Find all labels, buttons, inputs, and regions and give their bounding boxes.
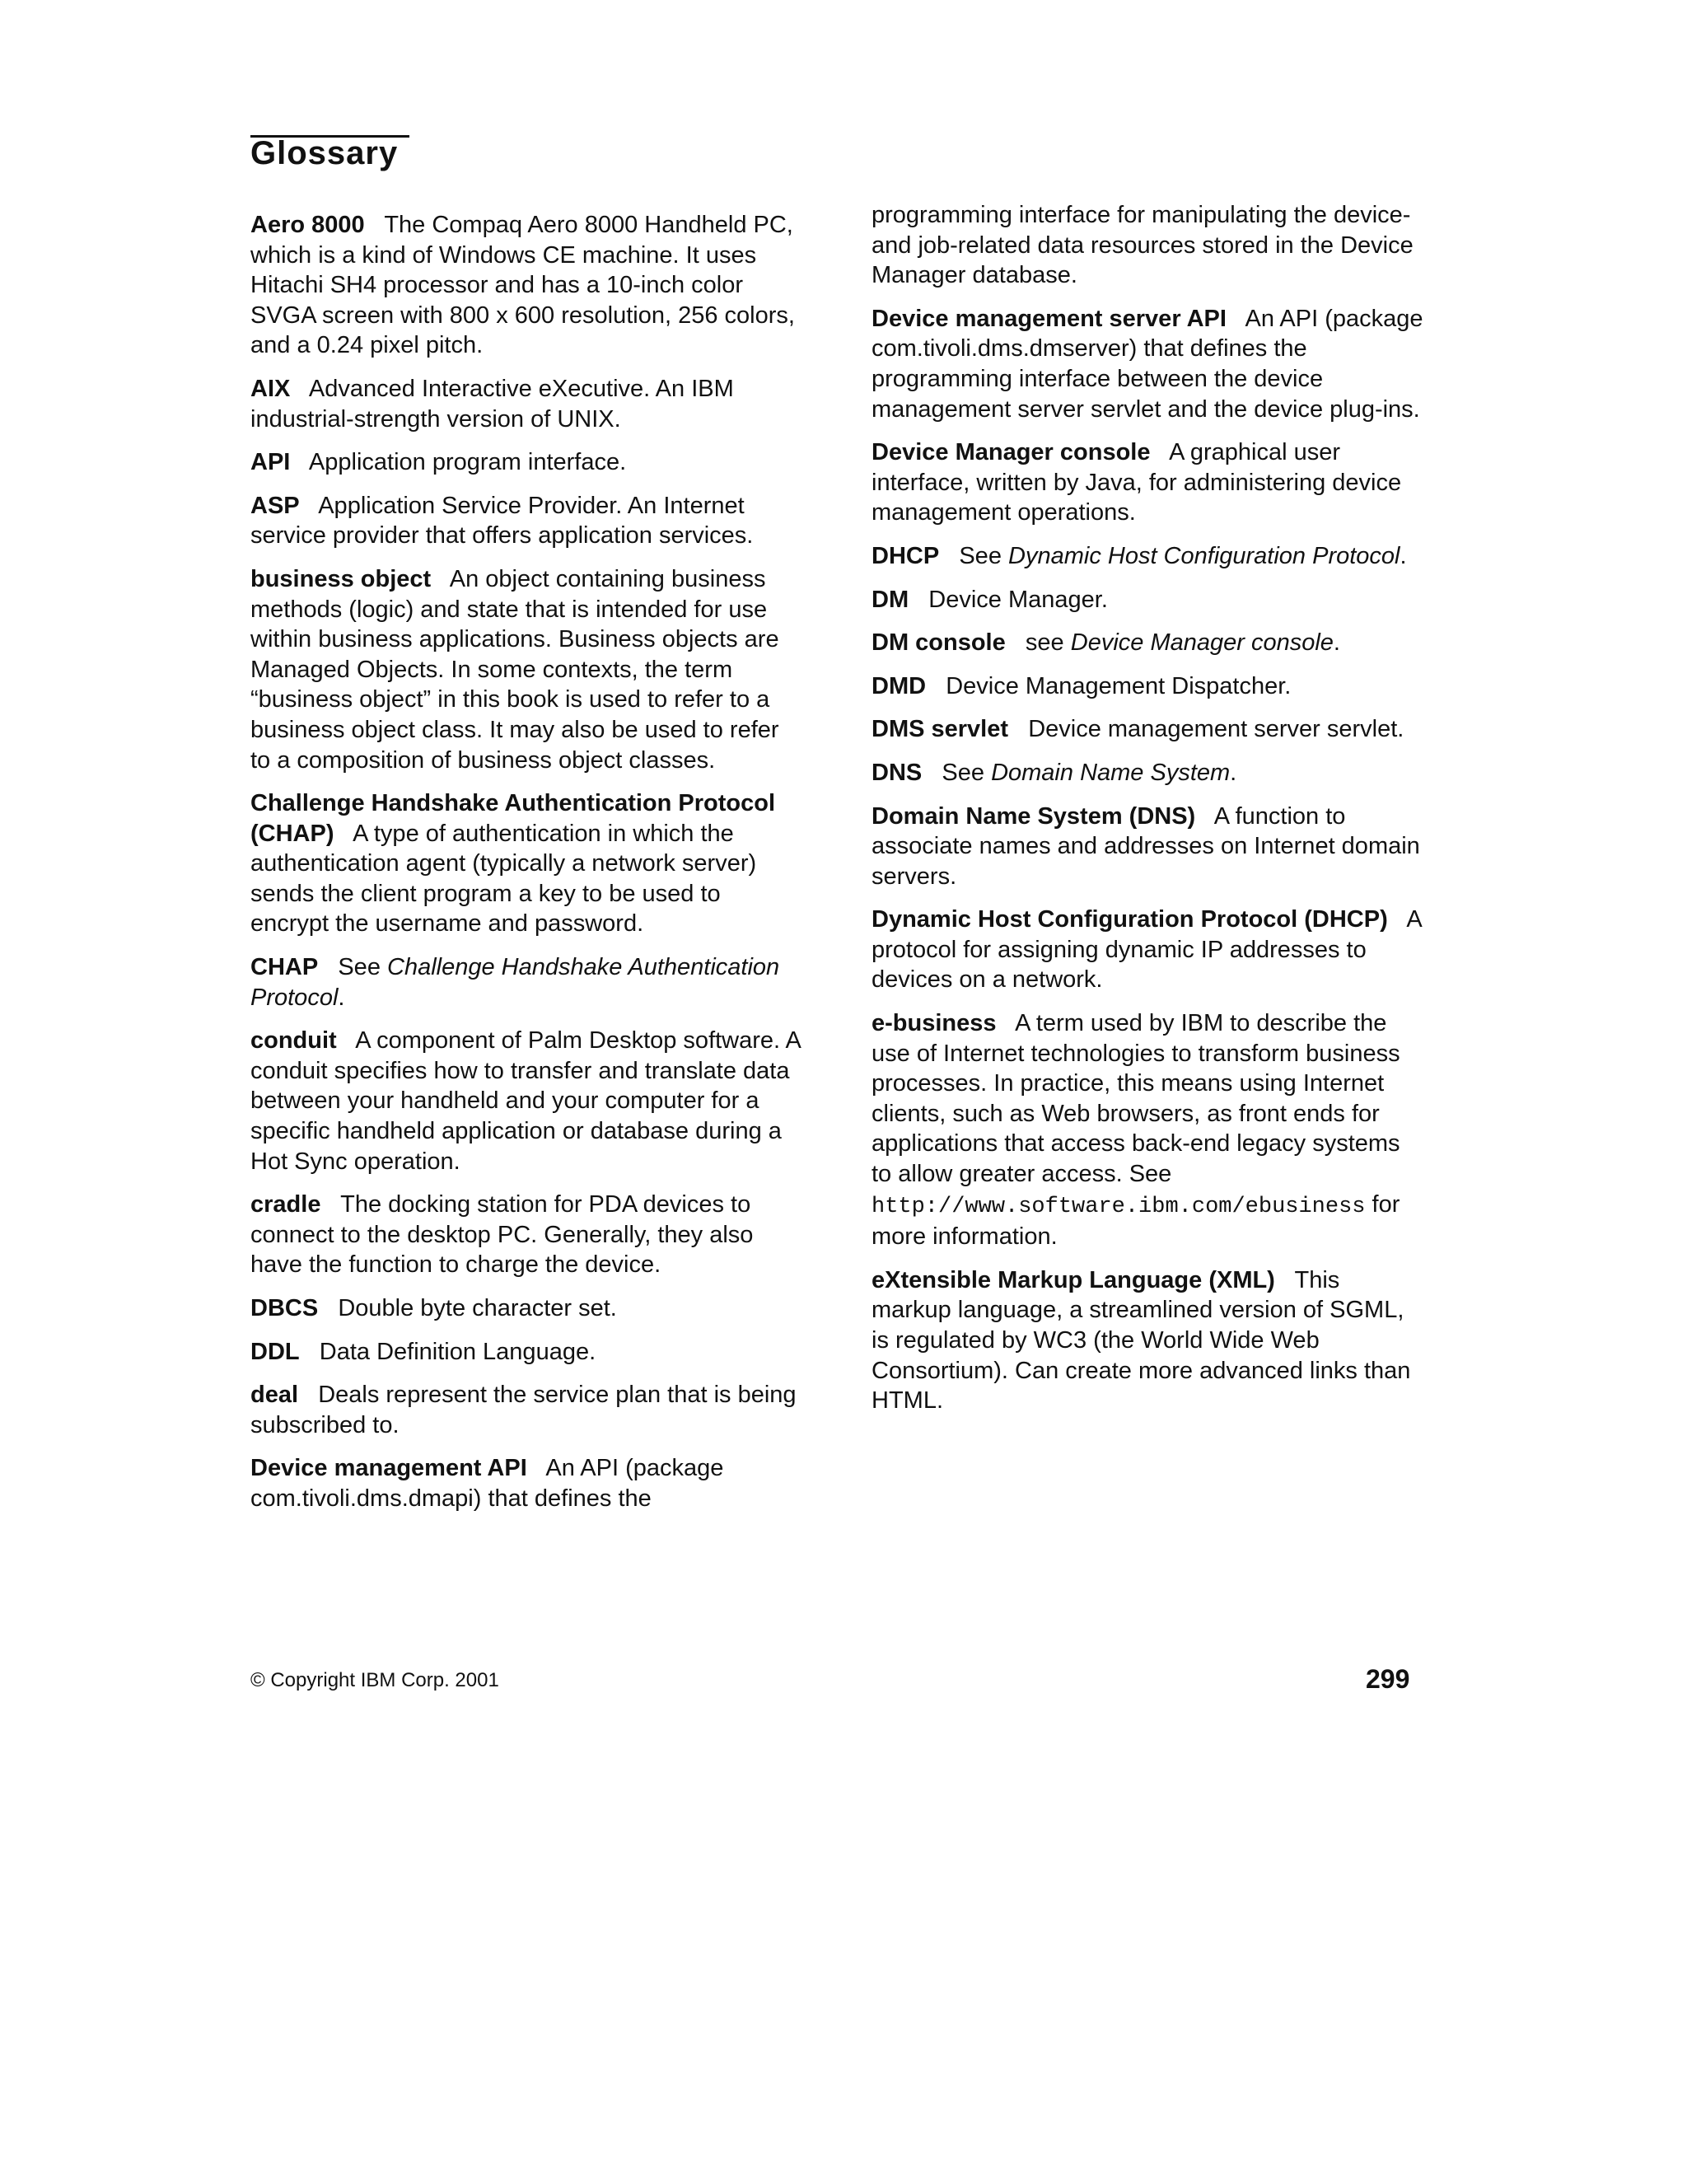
glossary-definition: See <box>942 759 985 786</box>
glossary-definition: See <box>959 542 1002 569</box>
glossary-definition: Deals represent the service plan that is being subscribed to. <box>250 1382 797 1438</box>
page-number: 299 <box>1366 1664 1410 1694</box>
glossary-term: DBCS <box>250 1295 319 1321</box>
cross-reference: Device Manager console <box>1070 629 1334 657</box>
glossary-definition: Device Manager. <box>928 586 1108 613</box>
glossary-entry <box>250 447 802 478</box>
glossary-definition: The docking station for PDA devices to connect to the desktop PC. Generally, they also have the function to charge the device. <box>250 1191 754 1279</box>
glossary-definition: An API (package com.tivoli.dms.dmapi) that defines the <box>250 1455 724 1512</box>
glossary-definition: Device Management Dispatcher. <box>946 672 1292 699</box>
glossary-entry <box>872 802 1423 892</box>
entry-tail: . <box>338 984 345 1011</box>
glossary-definition: Double byte character set. <box>338 1295 617 1321</box>
glossary-term: AIX <box>250 375 291 402</box>
glossary-entry <box>872 671 1423 702</box>
glossary-term: Domain Name System (DNS) <box>872 802 1196 830</box>
glossary-term: Dynamic Host Configuration Protocol (DHCP) <box>872 906 1388 933</box>
cross-reference: Domain Name System <box>991 759 1231 786</box>
glossary-definition: Data Definition Language. <box>319 1338 596 1365</box>
glossary-entry <box>250 1293 802 1324</box>
glossary-definition: A protocol for assigning dynamic IP addresses to devices on a network. <box>872 906 1422 994</box>
glossary-definition: A function to associate names and addresses on Internet domain servers. <box>872 802 1420 890</box>
glossary-definition: A graphical user interface, written by Java, for administering device management operations. <box>872 439 1402 526</box>
glossary-term: DNS <box>872 759 923 786</box>
glossary-term: Device Manager console <box>872 439 1151 466</box>
glossary-entry <box>250 210 802 361</box>
glossary-term: DDL <box>250 1338 300 1365</box>
glossary-definition: An API (package com.tivoli.dms.dmserver) that defines the programming interface between the device management server servlet and the device plug-ins. <box>872 305 1423 423</box>
page-title: Glossary <box>250 135 399 171</box>
glossary-entry <box>872 541 1423 572</box>
glossary-definition: Advanced Interactive eXecutive. An IBM industrial-strength version of UNIX. <box>250 375 734 433</box>
glossary-entry <box>872 585 1423 615</box>
glossary-entry <box>250 491 802 551</box>
glossary-term: Aero 8000 <box>250 212 365 238</box>
glossary-term: CHAP <box>250 954 319 981</box>
glossary-entry <box>872 758 1423 788</box>
glossary-term: API <box>250 449 291 476</box>
glossary-entry <box>250 788 802 939</box>
glossary-term: DMS servlet <box>872 716 1009 743</box>
glossary-entry <box>872 1265 1423 1416</box>
glossary-definition: A type of authentication in which the authentication agent (typically a network server) sends the client program a key to be used to encrypt the username and password. <box>250 820 757 938</box>
glossary-term: DM console <box>872 629 1006 657</box>
glossary-entry <box>872 628 1423 658</box>
glossary-term: Device management server API <box>872 305 1227 332</box>
glossary-definition: Application Service Provider. An Internet service provider that offers application services. <box>250 492 754 550</box>
copyright-notice: © Copyright IBM Corp. 2001 <box>250 1669 499 1691</box>
entry-tail: . <box>1230 759 1237 786</box>
entry-tail: for more information. <box>872 1190 1400 1251</box>
cross-reference: Challenge Handshake Authentication Protocol <box>250 954 780 1011</box>
glossary-definition: The Compaq Aero 8000 Handheld PC, which is a kind of Windows CE machine. It uses Hitachi SH4 processor and has a 10-inch color SVGA screen with 800 x 600 resolution, 256 colors, and a 0.24 pixel pitch. <box>250 212 795 359</box>
glossary-entry <box>872 714 1423 745</box>
glossary-definition: A term used by IBM to describe the use of Internet technologies to transform business processes. In practice, this means using Internet clients, such as Web browsers, as front ends for applications that access back-end legacy systems to allow greater access. See <box>872 1010 1400 1188</box>
glossary-entry <box>250 564 802 775</box>
glossary-term: conduit <box>250 1027 337 1055</box>
glossary-entry <box>872 304 1423 424</box>
glossary-entry <box>250 1453 802 1513</box>
entry-tail: . <box>1400 542 1407 569</box>
glossary-term: DMD <box>872 672 927 699</box>
glossary-term: e-business <box>872 1010 997 1037</box>
glossary-definition: A component of Palm Desktop software. A conduit specifies how to transfer and translate data between your handheld and your computer for a specific handheld application or database during a Hot Sync operation. <box>250 1027 801 1175</box>
glossary-definition: Application program interface. <box>308 449 627 476</box>
glossary-definition: See <box>338 954 381 981</box>
glossary-term: DHCP <box>872 542 940 569</box>
glossary-term: ASP <box>250 492 300 519</box>
glossary-entry <box>250 1380 802 1440</box>
glossary-term: cradle <box>250 1191 321 1218</box>
glossary-definition: An object containing business methods (logic) and state that is intended for use within business applications. Business objects are Managed Objects. In some contexts, the term “business object” in this book is used to refer to a business object class. It may also be used to refer to a composition of business object classes. <box>250 565 779 774</box>
glossary-term: eXtensible Markup Language (XML) <box>872 1266 1275 1293</box>
glossary-entry <box>250 374 802 434</box>
glossary-definition: This markup language, a streamlined version of SGML, is regulated by WC3 (the World Wide Web Consortium). Can create more advanced links than HTML. <box>872 1266 1411 1415</box>
entry-tail: . <box>1333 629 1340 657</box>
glossary-entry <box>250 952 802 1012</box>
glossary-term: Device management API <box>250 1455 527 1482</box>
glossary-term: business object <box>250 565 432 592</box>
continuation-text: programming interface for manipulating the device- and job-related data resources stored in the Device Manager database. <box>872 202 1414 289</box>
glossary-entry <box>250 1337 802 1368</box>
cross-reference: Dynamic Host Configuration Protocol <box>1008 542 1400 569</box>
glossary-entry <box>872 1008 1423 1252</box>
glossary-column-right <box>872 200 1423 1429</box>
glossary-entry <box>872 905 1423 995</box>
glossary-term: Challenge Handshake Authentication Protocol (CHAP) <box>250 790 776 847</box>
url-reference: http://www.software.ibm.com/ebusiness <box>872 1194 1366 1219</box>
glossary-column-left <box>250 210 802 1527</box>
glossary-entry <box>250 1026 802 1176</box>
glossary-term: deal <box>250 1382 299 1409</box>
glossary-term: DM <box>872 586 909 613</box>
glossary-definition: see <box>1025 629 1064 657</box>
glossary-entry <box>872 437 1423 528</box>
glossary-entry <box>250 1190 802 1280</box>
glossary-definition: Device management server servlet. <box>1028 716 1404 743</box>
